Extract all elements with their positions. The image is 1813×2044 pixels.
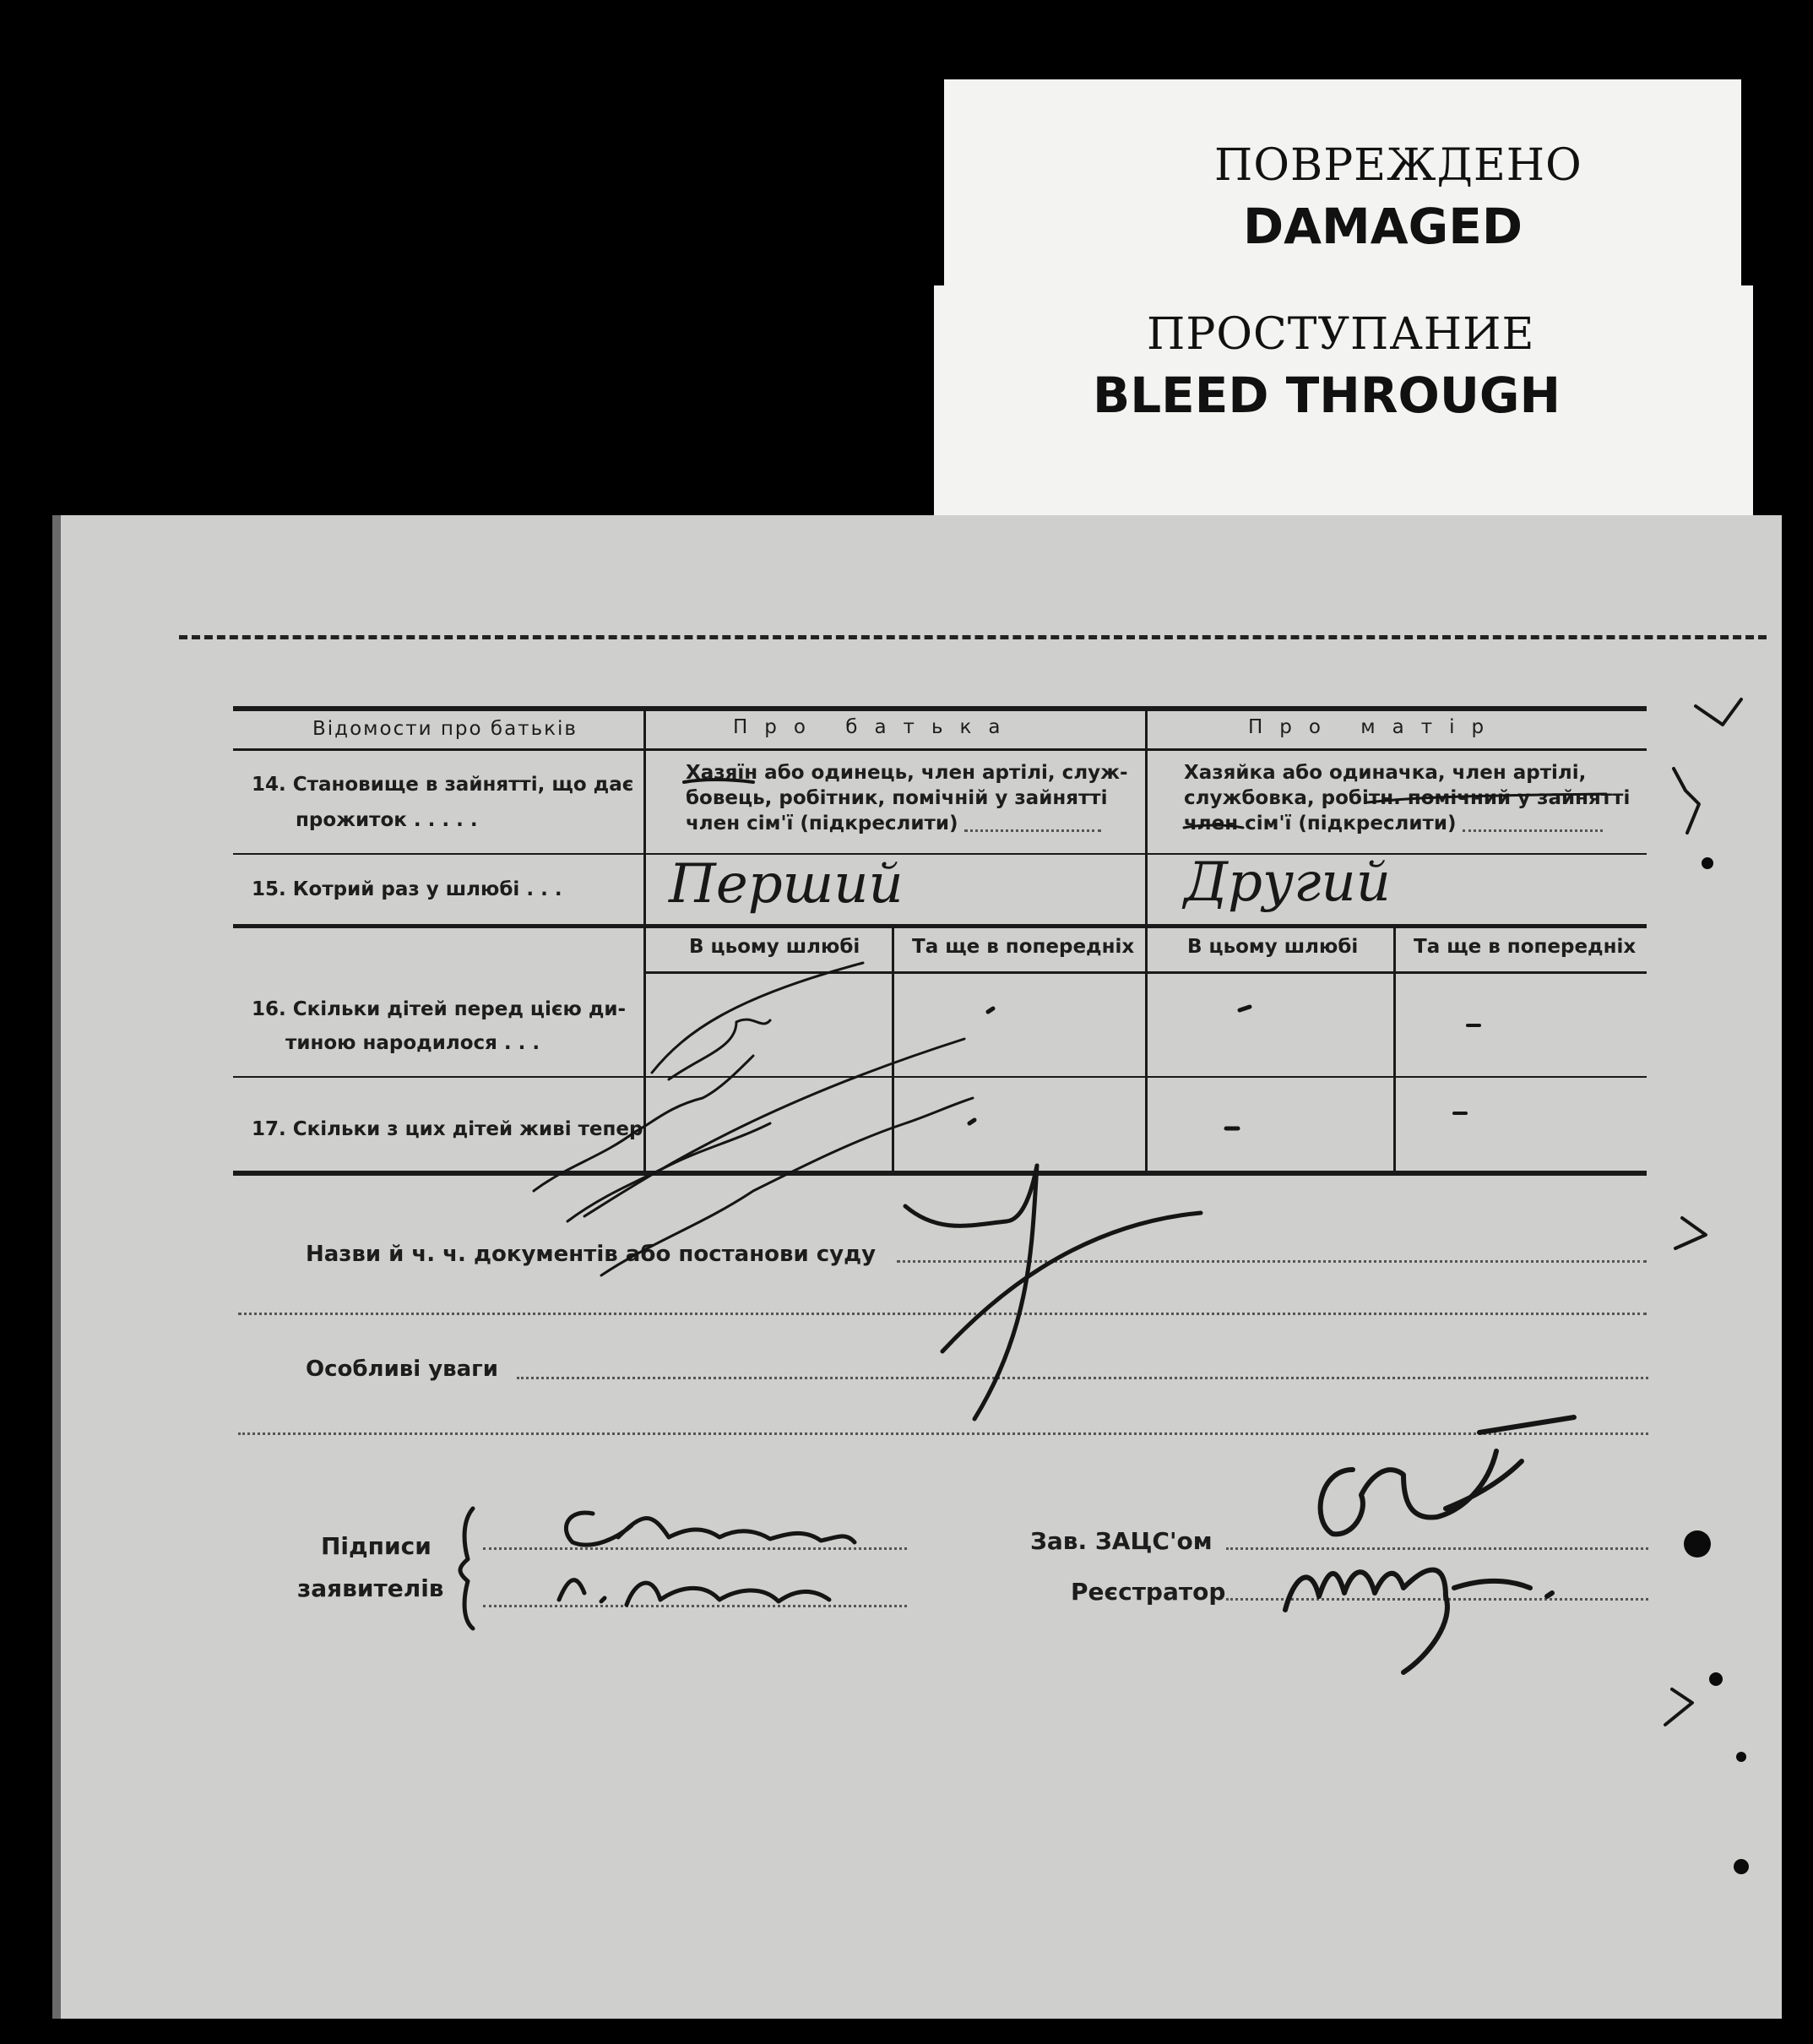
bleed-through-sticker: [934, 285, 1753, 524]
row14-label-1: 14. Становище в зайнятті, що дає: [252, 774, 634, 796]
damaged-en-label: DAMAGED: [1243, 198, 1523, 255]
row14-mother-dots: [1463, 829, 1603, 832]
remarks-dots-1: [517, 1377, 1648, 1379]
col-divider-1: [643, 706, 646, 1176]
col-divider-2: [1145, 706, 1148, 1176]
header-parents-info: Відомости про батьків: [312, 718, 578, 740]
row15-father-value: Перший: [669, 853, 904, 916]
damaged-sticker: [944, 79, 1741, 291]
annotation-scribble: [669, 1019, 770, 1079]
row17-label: 17. Скільки з цих дітей живі тепер: [252, 1118, 643, 1140]
registrar-signature: [1285, 1570, 1552, 1672]
brace-mark: [460, 1509, 473, 1628]
applicant-signature-2: [559, 1580, 829, 1605]
row15-label: 15. Котрий раз у шлюбі . . .: [252, 878, 562, 900]
subheader-mother-previous: Та ще в попередніх: [1414, 936, 1637, 958]
table-bottom-rule: [233, 1171, 1647, 1176]
row15-rule: [233, 924, 1647, 928]
table-header-rule: [233, 748, 1647, 751]
row15-mother-value: Другий: [1184, 851, 1391, 914]
applicant-1-dots: [483, 1547, 907, 1550]
tear-mark: [1675, 1218, 1706, 1248]
head-dots: [1226, 1547, 1648, 1550]
perforation-line: [179, 635, 1767, 639]
cancel-mark: [905, 1166, 1037, 1419]
row14-rule: [233, 853, 1647, 855]
col-divider-3: [892, 927, 894, 1176]
col-divider-4: [1393, 927, 1396, 1176]
remarks-label: Особливі уваги: [306, 1356, 498, 1382]
header-mother: Про матір: [1248, 716, 1501, 738]
punch-hole: [1702, 857, 1713, 869]
annotation-scribble: [652, 963, 863, 1073]
dash-mark: [1240, 1007, 1250, 1010]
record-page: [52, 515, 1782, 2019]
row14-mother-1: Хазяйка або одиначка, член артілі,: [1184, 762, 1587, 784]
tear-mark: [1696, 699, 1741, 725]
table-top-rule: [233, 706, 1647, 711]
applicants-label-2: заявителів: [297, 1574, 444, 1602]
row14-mother-3: член сім'ї (підкреслити): [1184, 813, 1457, 834]
damaged-ru-label: ПОВРЕЖДЕНО: [1214, 140, 1582, 191]
row14-label-2: прожиток . . . . .: [296, 809, 478, 831]
tear-mark: [1674, 769, 1699, 833]
row16-rule: [233, 1076, 1647, 1078]
subheader-father-this: В цьому шлюбі: [689, 936, 860, 958]
head-label: Зав. ЗАЦС'ом: [1030, 1527, 1213, 1555]
row14-father-3: член сім'ї (підкреслити): [686, 813, 958, 834]
documents-dots-1: [897, 1260, 1647, 1263]
row14-mother-2: службовка, робітн. помічний у зайнятті: [1184, 787, 1631, 809]
subheader-mother-this: В цьому шлюбі: [1187, 936, 1359, 958]
punch-hole: [1734, 1859, 1749, 1874]
punch-hole: [1709, 1672, 1723, 1686]
remarks-dots-2: [238, 1432, 1648, 1435]
dash-mark: [969, 1120, 974, 1123]
cancel-mark: [942, 1213, 1201, 1351]
bleed-en-label: BLEED THROUGH: [1093, 367, 1561, 424]
row14-father-2: бовець, робітник, помічній у зайнятті: [686, 787, 1108, 809]
handwriting-layer: [61, 515, 1782, 2019]
row16-label-1: 16. Скільки дітей перед цією ди-: [252, 998, 627, 1020]
tear-mark: [1665, 1689, 1692, 1725]
applicants-label-1: Підписи: [321, 1532, 432, 1560]
documents-label: Назви й ч. ч. документів або постанови суду: [306, 1242, 877, 1267]
punch-hole: [1736, 1752, 1746, 1762]
dash-mark: [988, 1008, 993, 1012]
row14-father-dots: [964, 829, 1101, 832]
punch-hole: [1684, 1530, 1711, 1557]
documents-dots-2: [238, 1313, 1647, 1315]
header-father: Про батька: [733, 716, 1018, 738]
applicant-signature-1: [566, 1513, 855, 1545]
row16-label-2: тиною народилося . . .: [285, 1032, 540, 1054]
registrar-label: Реєстратор: [1071, 1578, 1226, 1606]
bleed-ru-label: ПРОСТУПАНИЕ: [1147, 309, 1535, 360]
applicant-2-dots: [483, 1605, 907, 1607]
row14-father-1: Хазяїн або одинець, член артілі, служ-: [686, 762, 1128, 784]
subheader-father-previous: Та ще в попередніх: [912, 936, 1135, 958]
record-sheet: [61, 515, 1782, 2019]
registrar-dots: [1226, 1598, 1648, 1601]
